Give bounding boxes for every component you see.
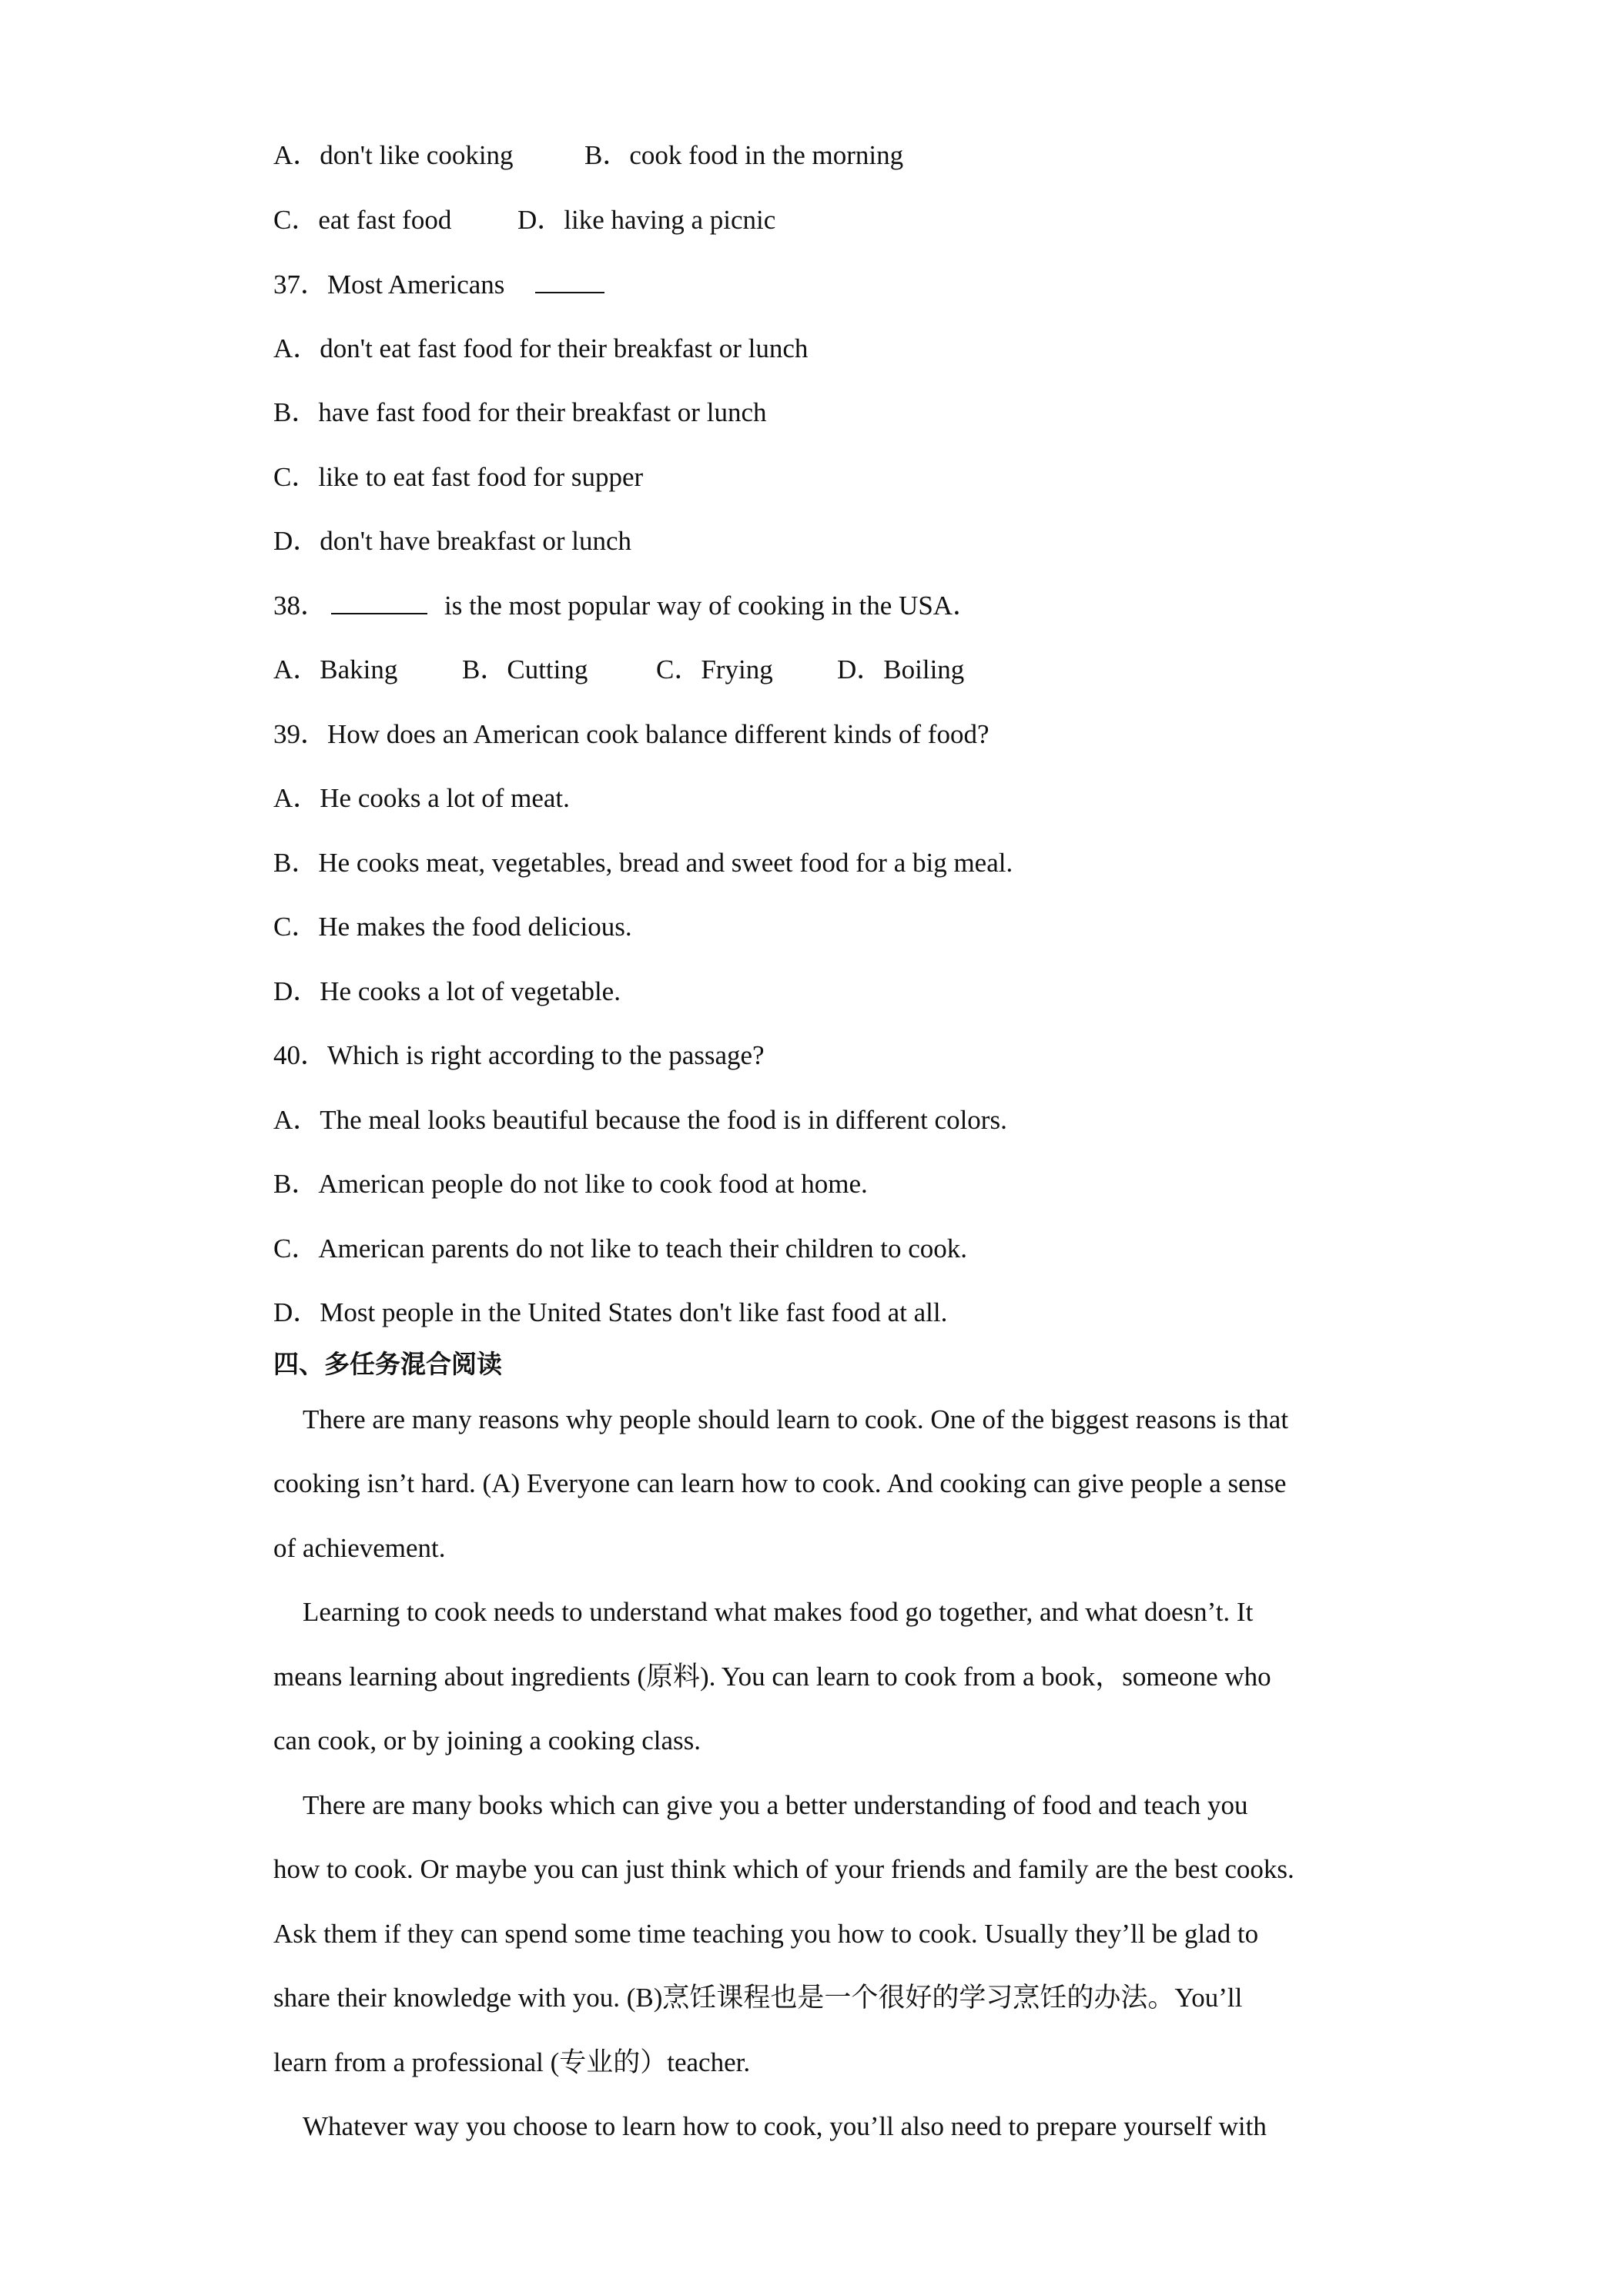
q38-answer-blank [331,589,427,623]
passage-p2-line-3: can cook, or by joining a cooking class. [273,1725,702,1755]
q39-option-d: D．He cooks a lot of vegetable. [273,976,621,1006]
q38-option-a: A．Baking [273,654,398,684]
q36-option-a: A．don't like cooking [273,140,514,170]
q39-option-c: C．He makes the food delicious. [273,912,632,942]
passage-p4-line-1: Whatever way you choose to learn how to cook, you’ll also need to prepare yourself with [303,2111,1267,2141]
q36-option-d: D．like having a picnic [517,205,776,235]
q37-answer-blank [535,268,604,302]
q39-stem: 39．How does an American cook balance different kinds of food? [273,719,989,749]
q40-option-a: A．The meal looks beautiful because the food is in different colors. [273,1105,1007,1135]
passage-p1-line-1: There are many reasons why people should learn to cook. One of the biggest reasons is that [303,1404,1289,1434]
q39-option-b: B．He cooks meat, vegetables, bread and sweet food for a big meal. [273,848,1013,878]
passage-p3-line-5: learn from a professional (专业的）teacher. [273,2047,751,2077]
q36-option-c: C．eat fast food [273,205,452,235]
q36-option-b: B．cook food in the morning [584,140,904,170]
section-heading: 四、多任务混合阅读 [273,1349,502,1379]
q40-stem: 40．Which is right according to the passage? [273,1040,765,1070]
passage-p2-line-2: means learning about ingredients (原料). You can learn to cook from a book，someone who [273,1662,1271,1692]
passage-p1-line-2: cooking isn’t hard. (A) Everyone can learn how to cook. And cooking can give people a sense [273,1468,1287,1498]
q40-option-d: D．Most people in the United States don't like fast food at all. [273,1297,948,1327]
q37-option-a: A．don't eat fast food for their breakfast or lunch [273,333,809,363]
passage-p3-line-1: There are many books which can give you a better understanding of food and teach you [303,1790,1248,1820]
q37-option-d: D．don't have breakfast or lunch [273,526,632,556]
q37-option-b: B．have fast food for their breakfast or lunch [273,397,767,427]
q38-number: 38． [273,591,328,621]
q37-option-c: C．like to eat fast food for supper [273,462,644,492]
q40-option-b: B．American people do not like to cook food at home. [273,1169,868,1199]
passage-p3-line-2: how to cook. Or maybe you can just think which of your friends and family are the best cooks. [273,1854,1294,1884]
q40-option-c: C．American parents do not like to teach their children to cook. [273,1233,967,1263]
passage-p1-line-3: of achievement. [273,1533,446,1563]
q38-stem-text: is the most popular way of cooking in the USA． [444,591,980,621]
passage-p2-line-1: Learning to cook needs to understand what makes food go together, and what doesn’t. It [303,1597,1254,1627]
passage-p3-line-4: share their knowledge with you. (B)烹饪课程也是一个很好的学习烹饪的办法。You’ll [273,1983,1243,2013]
q38-option-d: D．Boiling [837,654,965,684]
passage-p3-line-3: Ask them if they can spend some time teaching you how to cook. Usually they’ll be glad to [273,1919,1259,1949]
q39-option-a: A．He cooks a lot of meat. [273,783,570,813]
q38-option-b: B．Cutting [462,654,588,684]
q38-option-c: C．Frying [656,654,773,684]
q37-stem: 37．Most Americans [273,269,505,300]
